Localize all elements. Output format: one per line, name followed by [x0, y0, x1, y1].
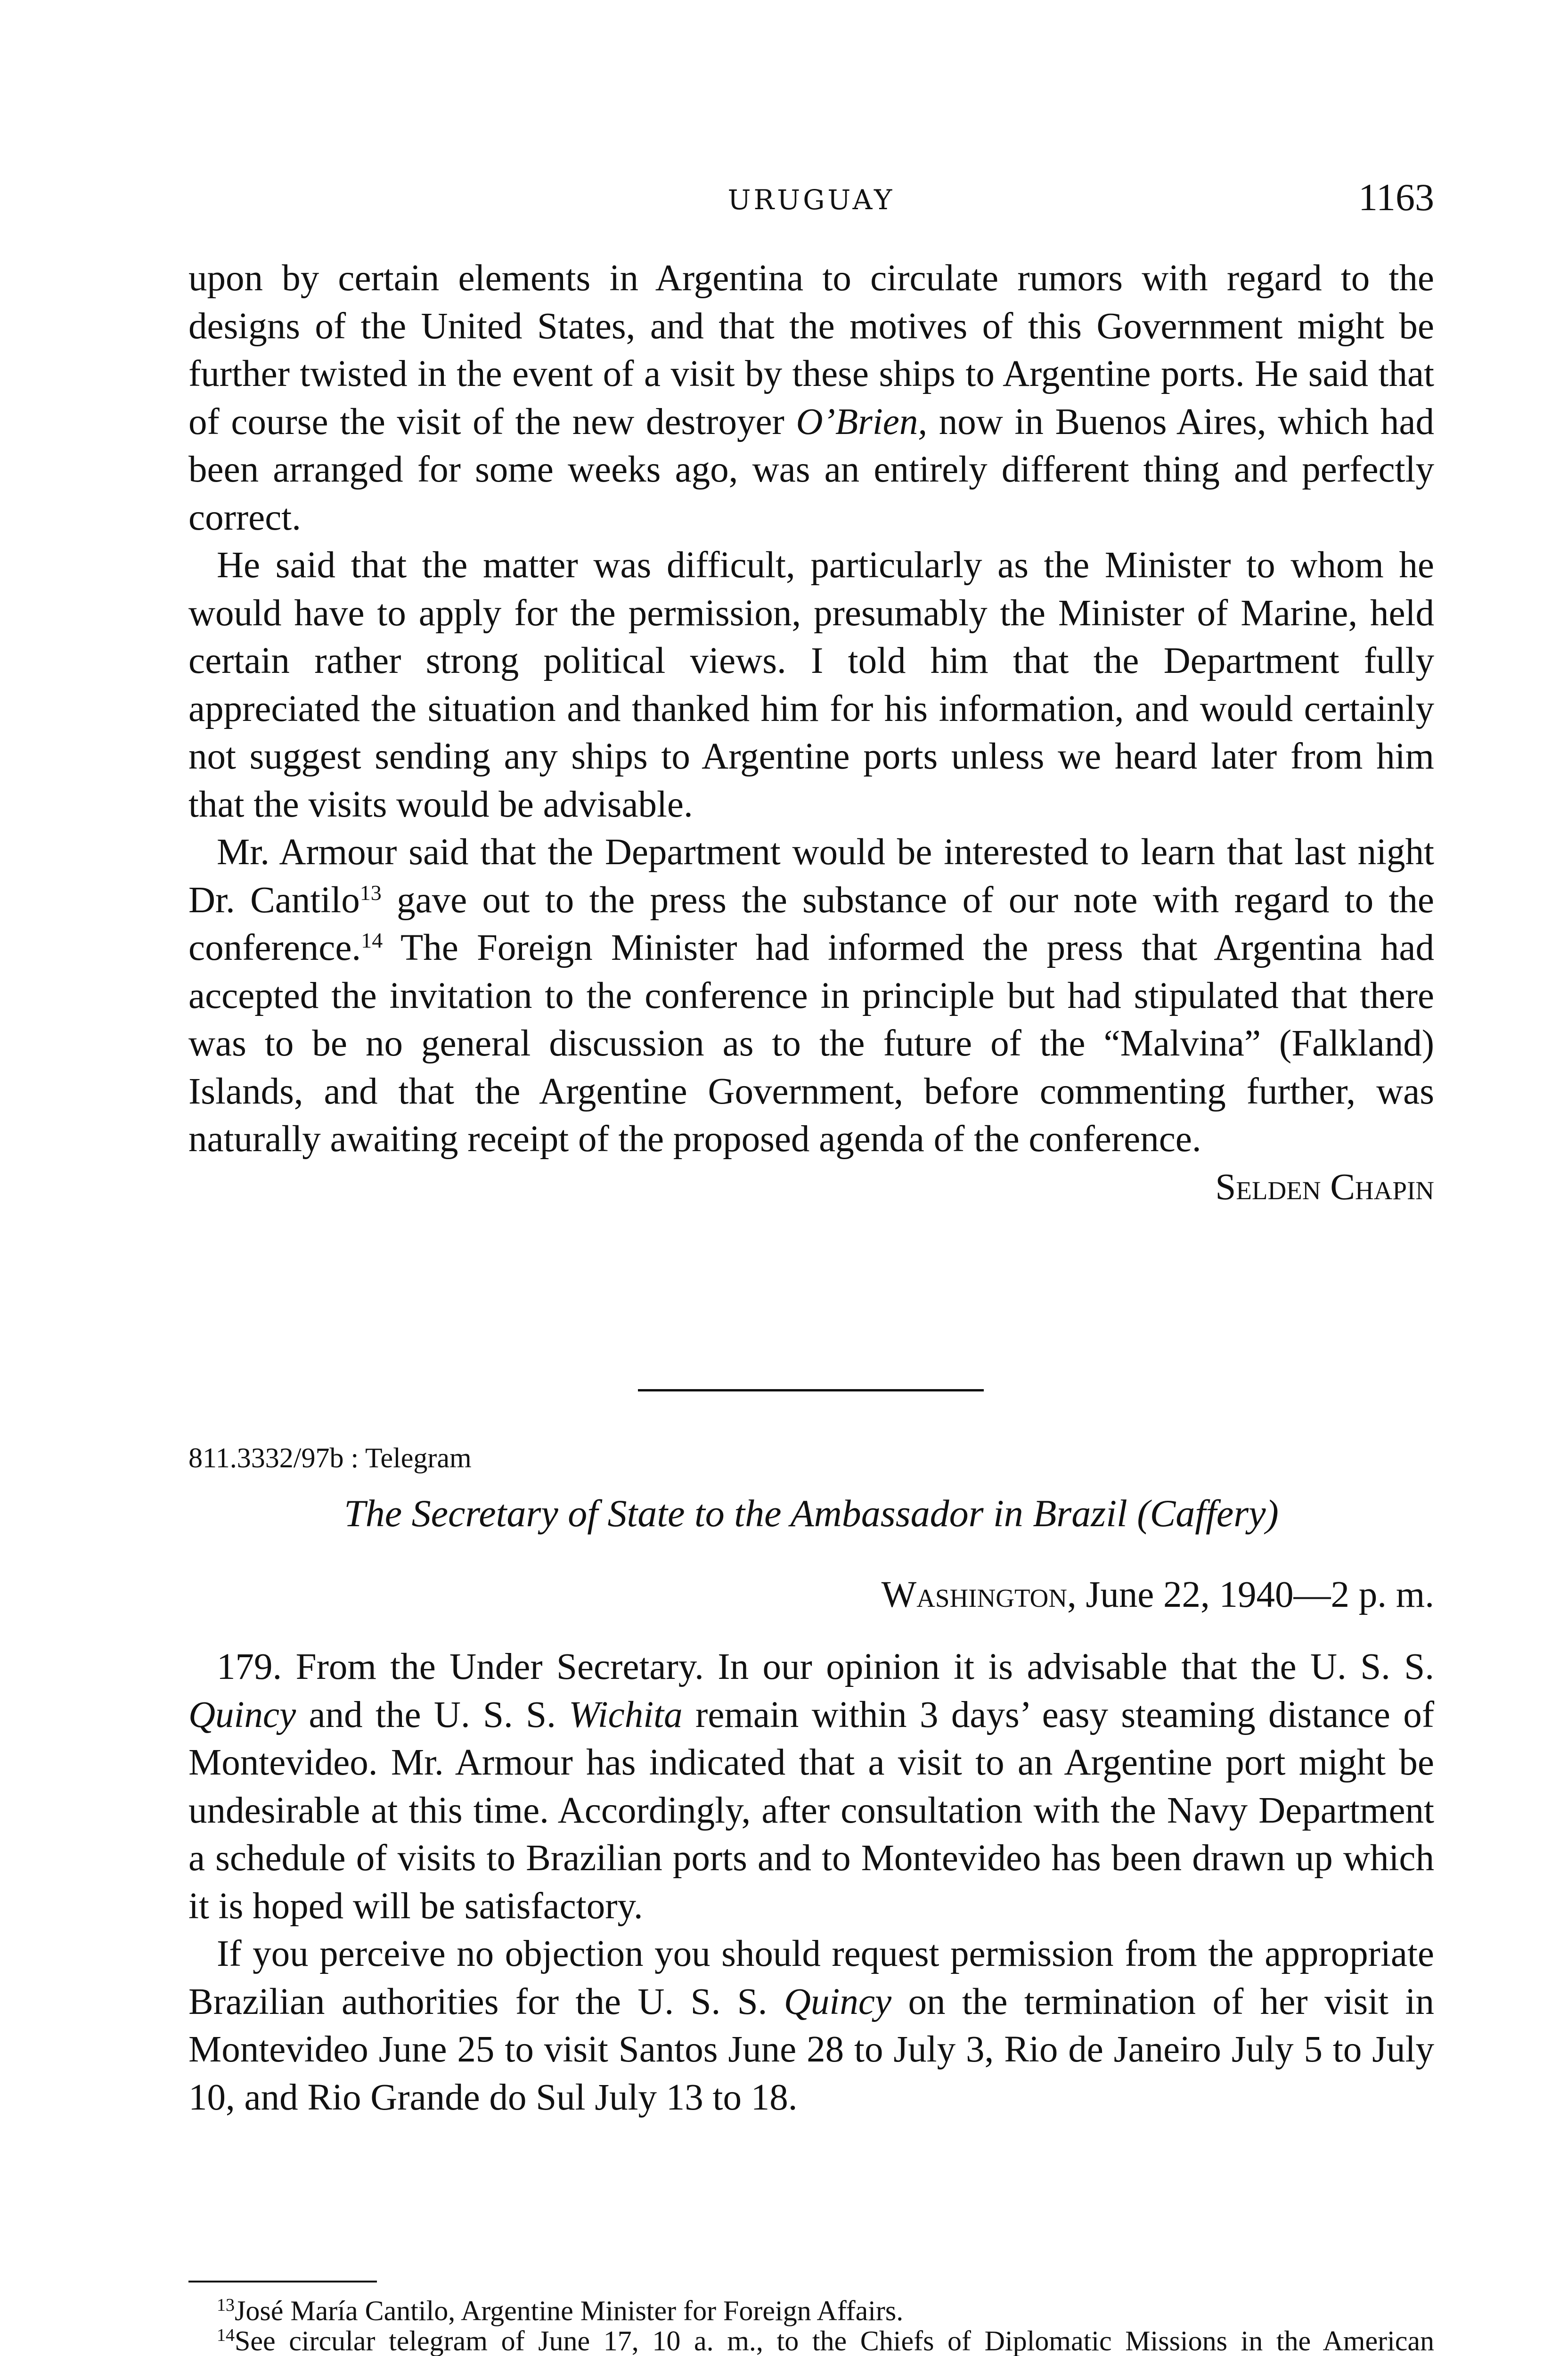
- page-header: [188, 175, 1434, 227]
- footnote-ref-14: 14: [361, 928, 383, 952]
- footnote-rule: [188, 2281, 377, 2282]
- dateline-place: Washington: [881, 1574, 1067, 1615]
- signature: Selden Chapin: [1215, 1166, 1434, 1208]
- paragraph: 179. From the Under Secretary. In our opinion it is advisable that the U. S. S. Quincy and the U. S. S. Wichita remain within 3 days’ easy steaming distance of Montevideo. Mr. Armour has indicated that a visit to an Argentine port might be undesirable at this time. Accordingly, after consultation with the Navy Department a schedule of visits to Brazilian ports and to Montevideo has been drawn up which it is hoped will be satisfactory.: [188, 1646, 1434, 1927]
- ship-name: Quincy: [188, 1694, 296, 1735]
- running-head: URUGUAY: [727, 184, 895, 216]
- paragraph: Mr. Armour said that the Department would be interested to learn that last night Dr. Cantilo$^{13}$ gave out to the press the substance of our note with regard to the conference.$^{14}$ The Foreign Minister had informed the press that Argentina had accepted the invitation to the conference in principle but had stipulated that there was to be no general discussion as to the future of the “Malvina” (Falkland) Islands, and that the Argentine Government, before commenting further, was naturally awaiting receipt of the proposed agenda of the conference.: [188, 832, 1434, 1160]
- paragraph: If you perceive no objection you should request permission from the appropriate Brazilian authorities for the U. S. S. Quincy on the termination of her visit in Montevideo June 25 to visit Santos June 28 to July 3, Rio de Janeiro July 5 to July 10, and Rio Grande do Sul July 13 to 18.: [188, 1933, 1434, 2118]
- footnote: $^{13}$José María Cantilo, Argentine Minister for Foreign Affairs.: [217, 2295, 904, 2326]
- paragraph: He said that the matter was difficult, particularly as the Minister to whom he would have to apply for the permission, presumably the Minister of Marine, held certain rather strong political views. I told him that the Department fully appreciated the situation and thanked him for his information, and would certainly not suggest sending any ships to Argentine ports unless we heard later from him that the visits would be advisable.: [188, 545, 1434, 825]
- telegram-body: [188, 1643, 1434, 2121]
- paragraph: upon by certain elements in Argentina to circulate rumors with regard to the designs of the United States, and that the motives of this Government might be further twisted in the event of a visit by these ships to Argentine ports. He said that of course the visit of the new destroyer O’Brien, now in Buenos Aires, which had been arranged for some weeks ago, was an entirely different thing and perfectly correct.: [188, 258, 1435, 538]
- ship-name: Wichita: [569, 1694, 683, 1735]
- page-number: 1163: [1358, 176, 1434, 219]
- file-reference: 811.3332/97b : Telegram: [188, 1442, 472, 1473]
- section-divider: [638, 1389, 984, 1391]
- continued-text: [188, 254, 1434, 1211]
- footnotes: [188, 2296, 1434, 2356]
- footnote-ref-13: 13: [359, 880, 382, 905]
- ship-name: O’Brien,: [796, 401, 928, 442]
- footnote: $^{14}$See circular telegram of June 17, 10 a. m., to the Chiefs of Diplomatic Missions in the American: [217, 2325, 1434, 2356]
- document-title: The Secretary of State to the Ambassador in Brazil (Caffery): [344, 1492, 1279, 1535]
- dateline: Washington, June 22, 1940—2 p. m.: [881, 1574, 1434, 1615]
- ship-name: Quincy: [784, 1981, 892, 2022]
